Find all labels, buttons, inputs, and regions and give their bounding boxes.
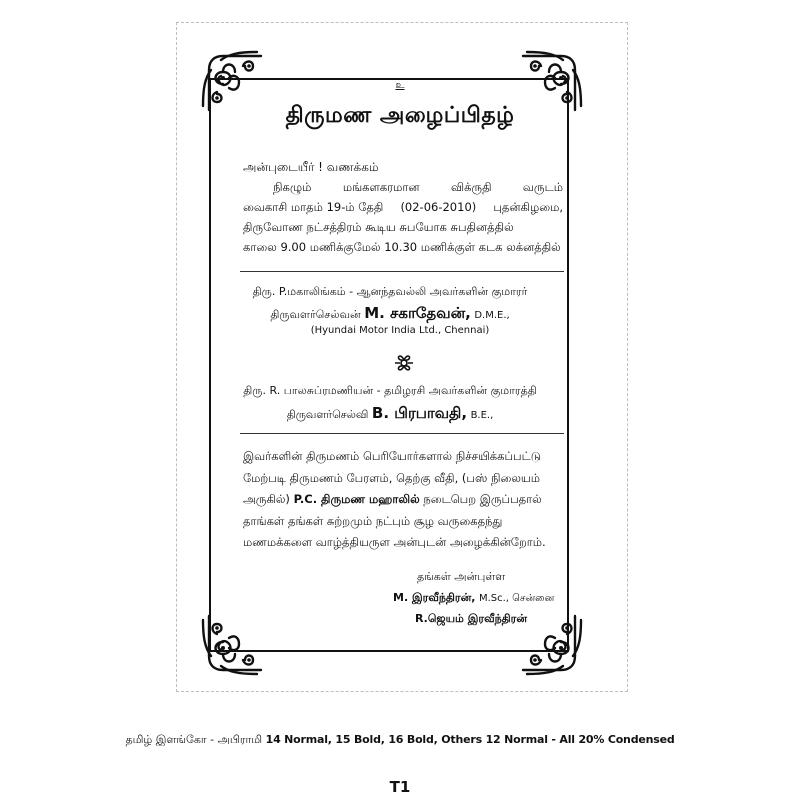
groom-workplace: (Hyundai Motor India Ltd., Chennai) [310, 325, 490, 336]
flourish-ornament-icon [393, 352, 415, 374]
bride-degree: B.E., [470, 410, 494, 421]
groom-name: M. சகாதேவன், [364, 304, 471, 322]
section-divider [240, 433, 564, 434]
invitation-line: அருகில்) P.C. திருமண மஹாலில் நடைபெற இருப்பதால் [243, 489, 563, 511]
invitation-line: மேற்படி திருமணம் பேரளம், தெற்கு வீதி, (பஸ் நிலையம் [243, 470, 541, 485]
venue-name: P.C. திருமண மஹாலில் [293, 492, 420, 506]
announcement-line: வைகாசி மாதம் 19-ம் தேதி (02-06-2010) புதன்கிழமை, [243, 200, 563, 214]
greeting: அன்புடையீர் ! வணக்கம் [243, 160, 379, 174]
invitation-title: திருமண அழைப்பிதழ் [285, 103, 515, 128]
closing-text: தங்கள் அன்புள்ள [417, 570, 506, 583]
announcement-paragraph [243, 177, 563, 257]
groom-line [0, 304, 780, 324]
font-names: தமிழ் இளங்கோ - அபிராமி [125, 733, 263, 746]
announcement-line: நிகழும் மங்களகரமான விக்ருதி வருடம் [273, 180, 563, 194]
groom-parents: திரு. P.மகாலிங்கம் - ஆனந்தவல்லி அவர்களின் குமாரர் [252, 285, 528, 298]
invitation-paragraph [243, 446, 563, 554]
pillaiyar-suzhi-mark: உ [395, 80, 405, 91]
announcement-line: திருவோண நட்சத்திரம் கூடிய சுபயோக சுபதினத்தில் [243, 220, 514, 234]
bride-name: B. பிரபாவதி, [371, 404, 468, 422]
groom-prefix: திருவளர்செல்வன் [270, 308, 361, 321]
groom-degree: D.M.E., [474, 310, 510, 321]
bride-prefix: திருவளர்செல்வி [286, 408, 369, 421]
invitation-line: தாங்கள் தங்கள் சுற்றமும் நட்பும் சூழ வருகைதந்து [243, 513, 503, 528]
bride-line [0, 404, 780, 424]
signatory-1-details: M.Sc., சென்னை [478, 593, 555, 604]
signatory-1-name: M. இரவீந்திரன், [393, 591, 476, 604]
bride-parents: திரு. R. பாலசுப்ரமணியன் - தமிழரசி அவர்களின் குமாரத்தி [243, 384, 537, 397]
section-divider [240, 271, 564, 272]
font-spec-caption [0, 733, 800, 748]
design-code: T1 [389, 778, 411, 796]
invitation-line: இவர்களின் திருமணம் பெரியோர்களால் நிச்சயிக்கப்பட்டு [243, 449, 542, 463]
announcement-line: காலை 9.00 மணிக்குமேல் 10.30 மணிக்குள் கடக லக்னத்தில் [243, 240, 561, 254]
signatory-1 [393, 591, 554, 606]
font-sizes: 14 Normal, 15 Bold, 16 Bold, Others 12 Normal - All 20% Condensed [265, 733, 675, 746]
signatory-2: R.ஜெயம் இரவீந்திரன் [415, 612, 528, 625]
invitation-line: மணமக்களை வாழ்த்தியருள அன்புடன் அழைக்கின்றோம். [243, 535, 546, 549]
